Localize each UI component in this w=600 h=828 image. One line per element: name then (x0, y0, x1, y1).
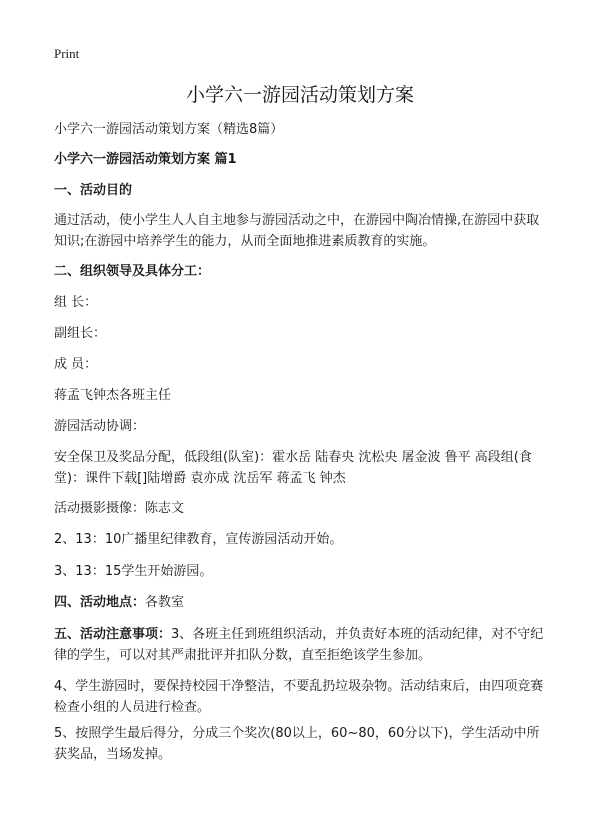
subtitle: 小学六一游园活动策划方案（精选8篇） (54, 122, 284, 137)
security-paragraph: 安全保卫及奖品分配，低段组(队室)：霍水岳 陆春央 沈松央 屠金波 鲁平 高段组(食堂)：课件下载[]陆增爵 袁亦成 沈岳军 蒋孟飞 钟杰 (54, 450, 532, 486)
photo-line: 活动摄影摄像：陈志文 (54, 501, 185, 516)
section-heading-notes: 五、活动注意事项： (54, 627, 172, 642)
print-label: Print (54, 46, 80, 61)
leader-label: 组 长： (54, 295, 98, 310)
item-5-paragraph: 5、按照学生最后得分，分成三个奖次(80以上，60~80，60分以下)，学生活动中所获奖品，当场发掉。 (54, 726, 540, 762)
members-names: 蒋孟飞钟杰各班主任 (54, 388, 172, 403)
location-line (54, 593, 552, 613)
step-3-line: 3、13：15学生开始游园。 (54, 564, 213, 579)
members-label: 成 员： (54, 357, 98, 372)
section-heading-location: 四、活动地点： (54, 595, 146, 610)
step-2-line: 2、13：10广播里纪律教育，宣传游园活动开始。 (54, 532, 343, 547)
location-value: 各教室 (145, 595, 185, 610)
item-4-paragraph: 4、学生游园时，要保持校园干净整洁，不要乱扔垃圾杂物。活动结束后，由四项竞赛检查小组的人员进行检查。 (54, 679, 544, 715)
purpose-paragraph: 通过活动，使小学生人人自主地参与游园活动之中，在游园中陶冶情操,在游园中获取知识;在游园中培养学生的能力，从而全面地推进素质教育的实施。 (54, 213, 540, 249)
page-title: 小学六一游园活动策划方案 (185, 84, 414, 106)
notes-item-3: 3、各班主任到班组织活动，并负责好本班的活动纪律，对不守纪律的学生，可以对其严肃批评并扣队分数，直至拒绝该学生参加。 (54, 627, 544, 663)
coordination-label: 游园活动协调： (54, 419, 146, 434)
notes-paragraph (54, 624, 552, 666)
section-heading-purpose: 一、活动目的 (54, 183, 133, 198)
vice-leader-label: 副组长： (54, 326, 107, 341)
section-heading-organization: 二、组织领导及具体分工： (54, 264, 211, 279)
chapter-title: 小学六一游园活动策划方案 篇1 (54, 152, 237, 167)
